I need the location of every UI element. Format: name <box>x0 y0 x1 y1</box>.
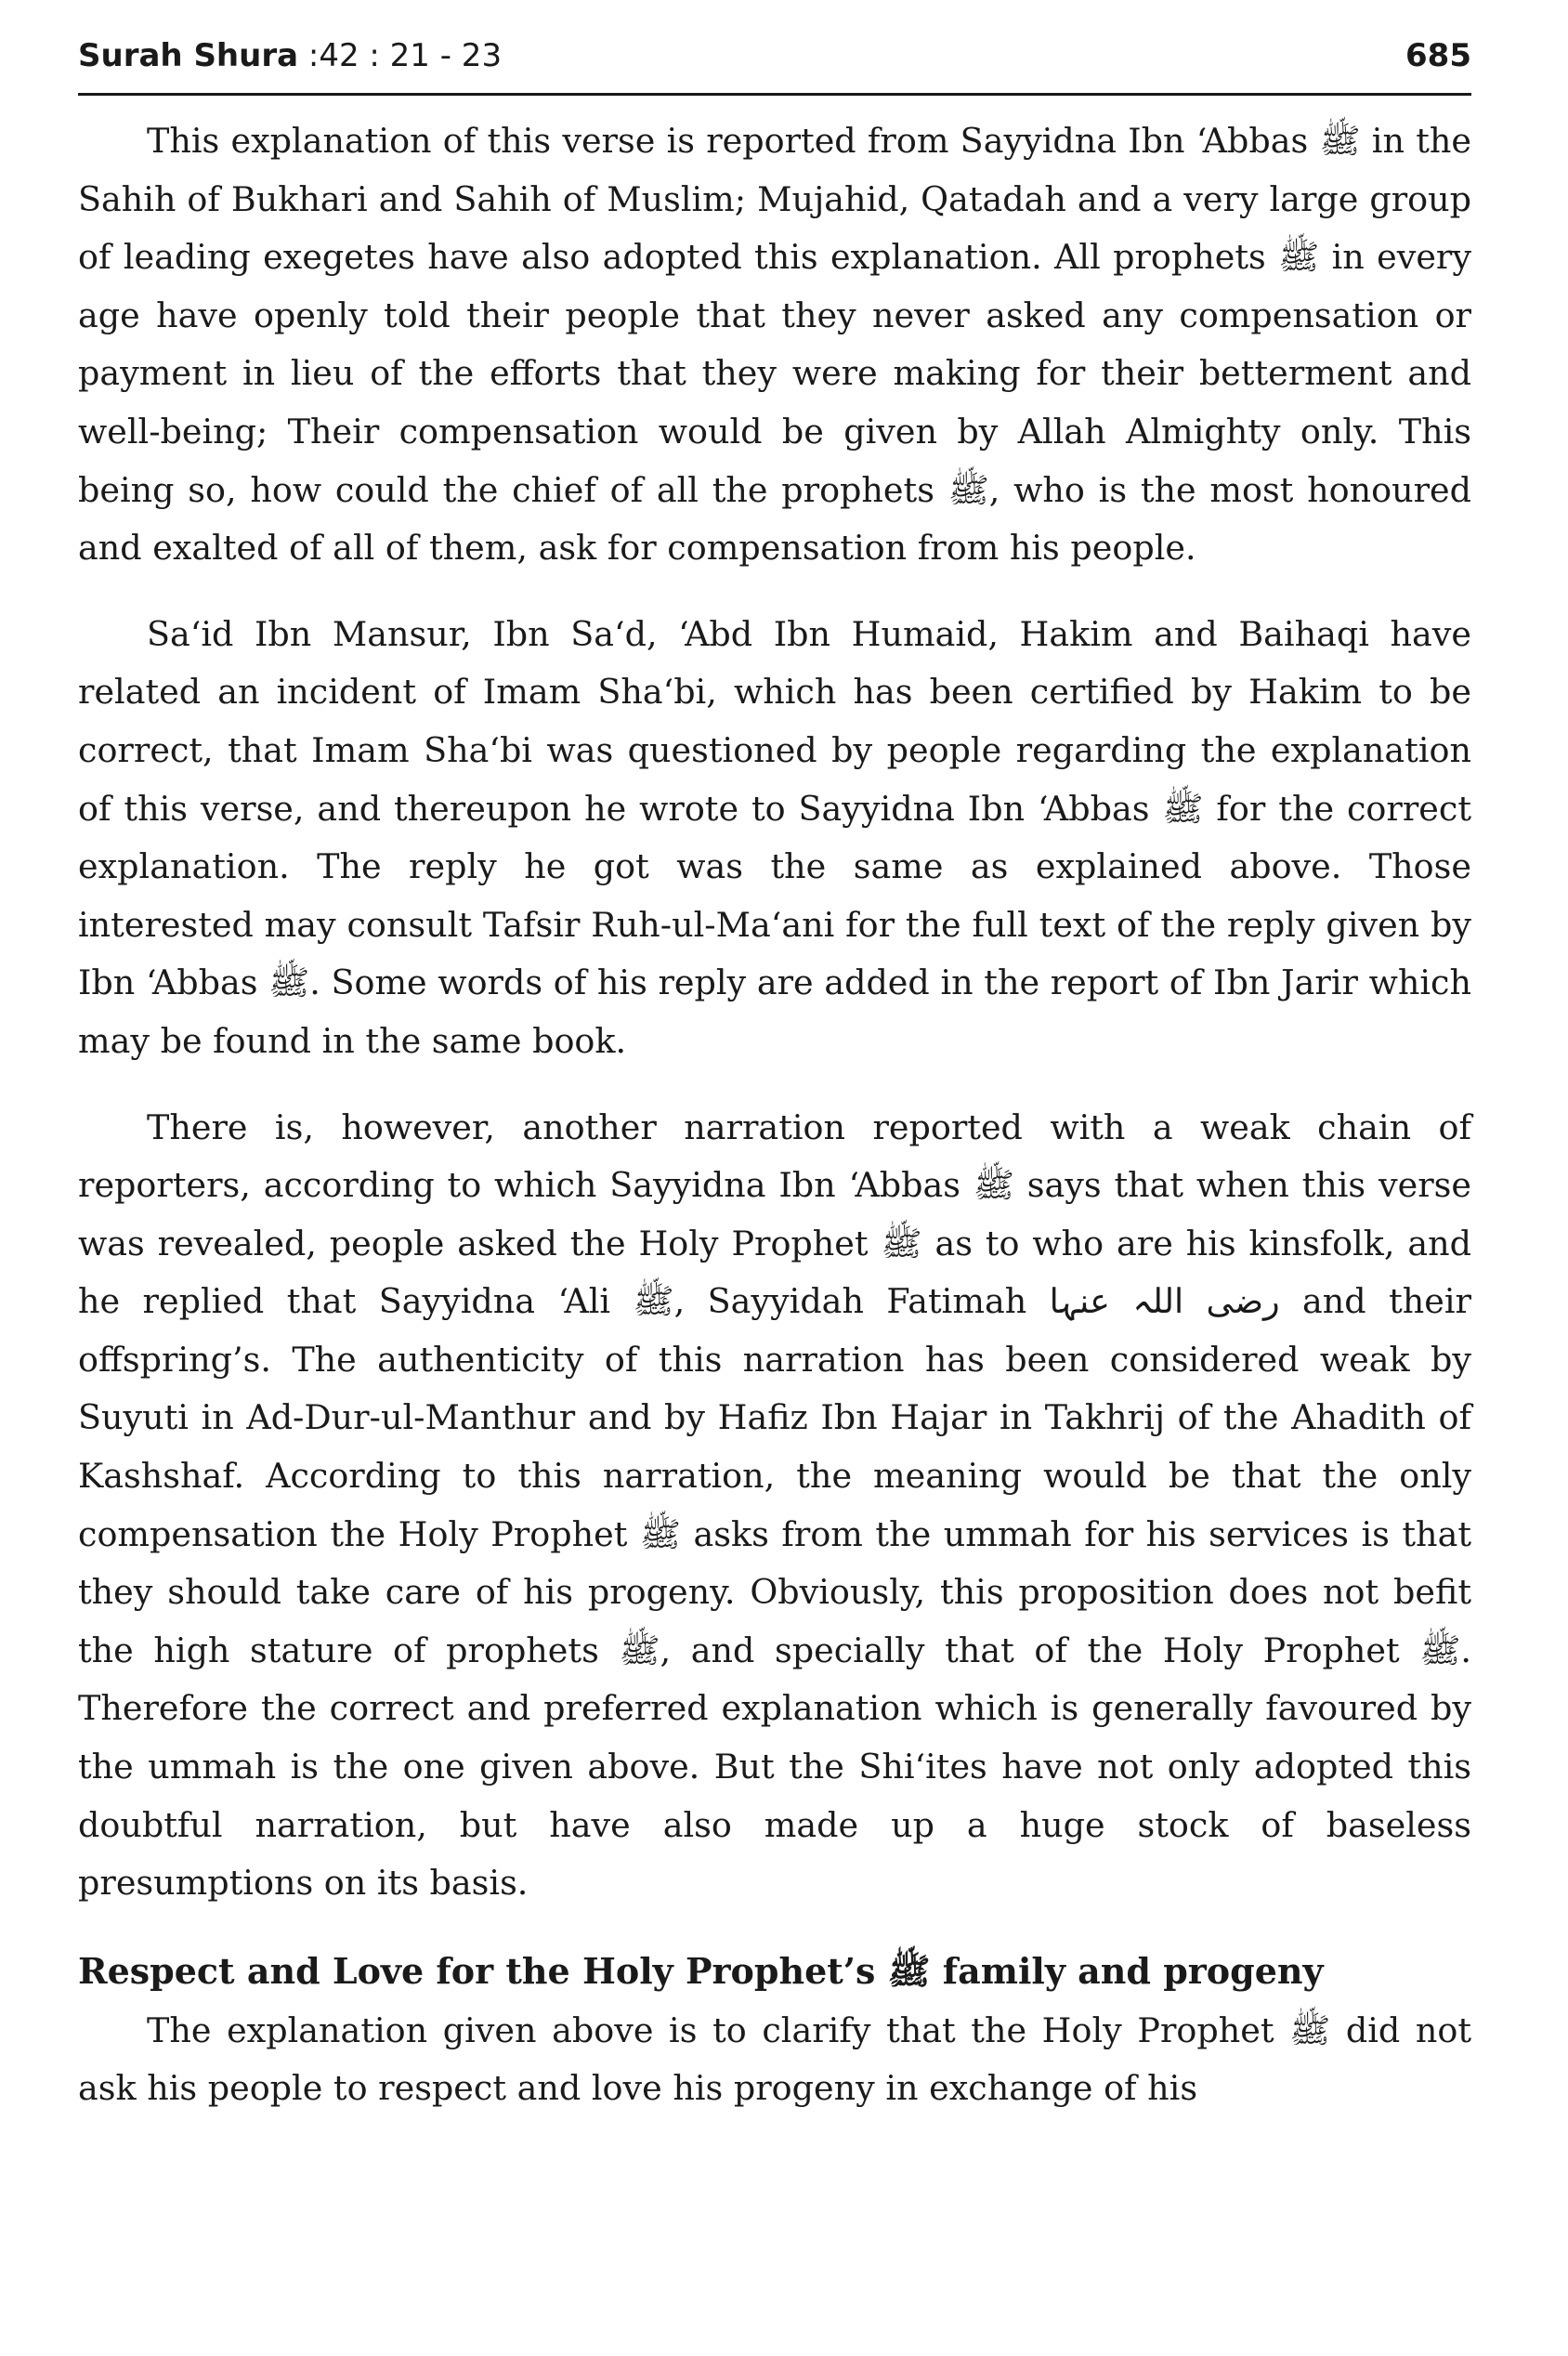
page-number: 685 <box>1405 37 1471 74</box>
running-header <box>78 37 1471 96</box>
section-heading: Respect and Love for the Holy Prophet’s ﷺ family and progeny <box>78 1949 1324 1992</box>
surah-name: Surah Shura <box>78 37 299 74</box>
paragraph-3: There is, however, another narration reported with a weak chain of reporters, according to which Sayyidna Ibn ‘Abbas ﷺ says that when this verse was revealed, people asked the Holy Prophet ﷺ as to who are his kinsfolk, and he replied that Sayyidna ‘Ali ﷺ, Sayyidah Fatimah رضی اللہ عنہا and their offspring’s. The authenticity of this narration has been considered weak by Suyuti in Ad-Dur-ul-Manthur and by Hafiz Ibn Hajar in Takhrij of the Ahadith of Kashshaf. According to this narration, the meaning would be that the only compensation the Holy Prophet ﷺ asks from the ummah for his services is that they should take care of his progeny. Obviously, this proposition does not befit the high stature of prophets ﷺ, and specially that of the Holy Prophet ﷺ. Therefore the correct and preferred explanation which is generally favoured by the ummah is the one given above. But the Shi‘ites have not only adopted this doubtful narration, but have also made up a huge stock of baseless presumptions on its basis. <box>78 1106 1472 1904</box>
paragraph-2: Sa‘id Ibn Mansur, Ibn Sa‘d, ‘Abd Ibn Humaid, Hakim and Baihaqi have related an incident of Imam Sha‘bi, which has been certified by Hakim to be correct, that Imam Sha‘bi was questioned by people regarding the explanation of this verse, and thereupon he wrote to Sayyidna Ibn ‘Abbas ﷺ for the correct explanation. The reply he got was the same as explained above. Those interested may consult Tafsir Ruh-ul-Ma‘ani for the full text of the reply given by Ibn ‘Abbas ﷺ. Some words of his reply are added in the report of Ibn Jarir which may be found in the same book. <box>78 613 1471 1061</box>
paragraph-1: This explanation of this verse is reported from Sayyidna Ibn ‘Abbas ﷺ in the Sahih of Bukhari and Sahih of Muslim; Mujahid, Qatadah and a very large group of leading exegetes have also adopted this explanation. All prophets ﷺ in every age have openly told their people that they never asked any compensation or payment in lieu of the efforts that they were making for their betterment and well-being; Their compensation would be given by Allah Almighty only. This being so, how could the chief of all the prophets ﷺ, who is the most honoured and exalted of all of them, ask for compensation from his people. <box>78 121 1472 569</box>
book-page <box>78 37 1471 2146</box>
chapter-title <box>78 37 502 74</box>
body-text <box>78 112 1471 2118</box>
section-paragraph: The explanation given above is to clarify that the Holy Prophet ﷺ did not ask his people to respect and love his progeny in exchange of his <box>78 2009 1471 2109</box>
verse-reference: :42 : 21 - 23 <box>298 37 503 74</box>
